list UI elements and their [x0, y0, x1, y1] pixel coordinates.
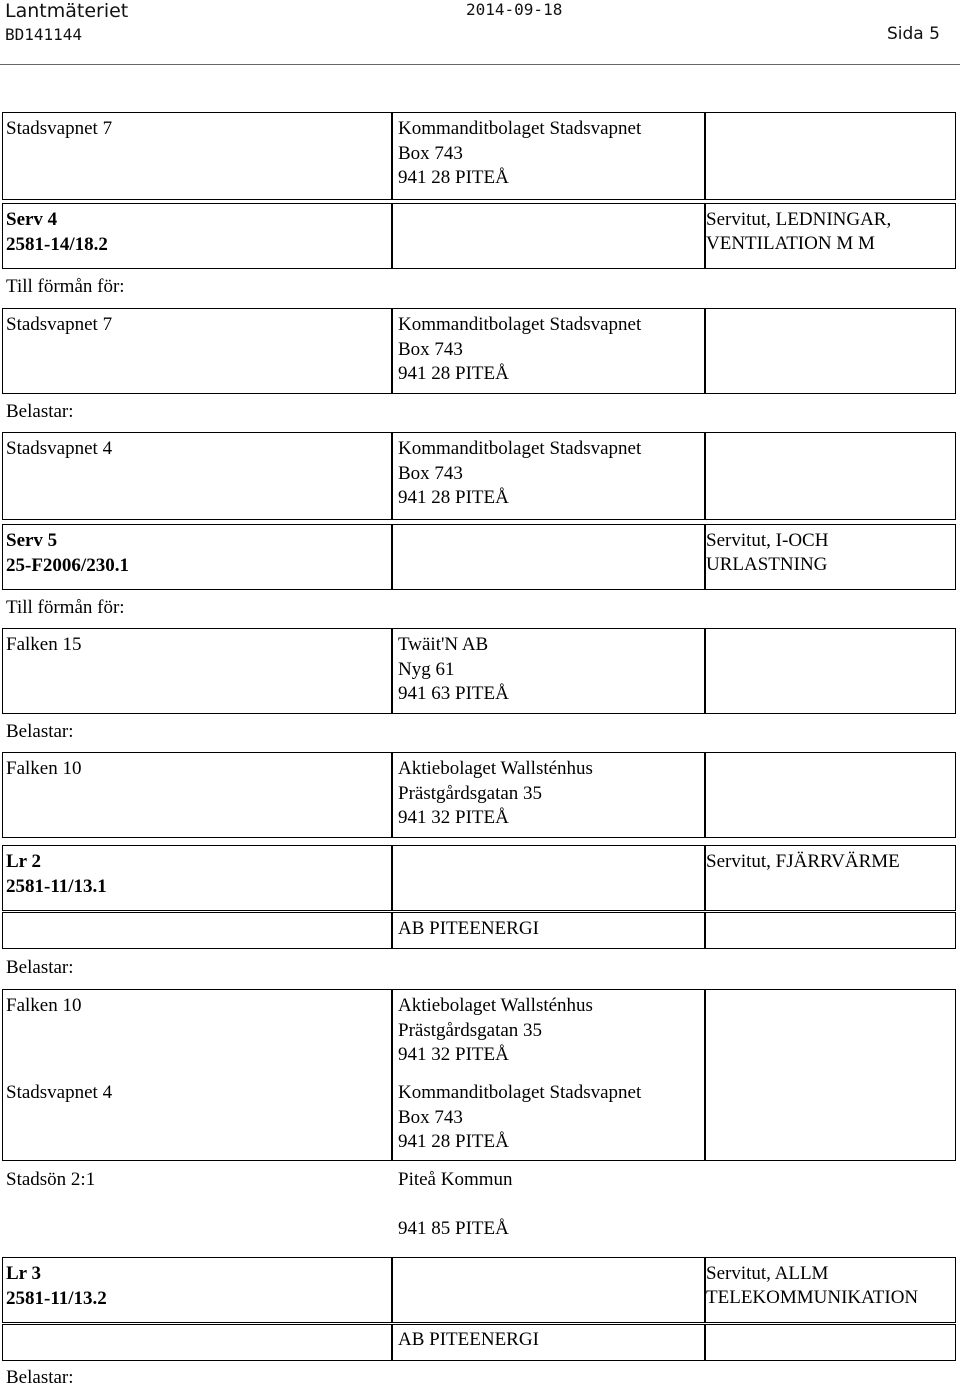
owner-box: Box 743: [398, 339, 463, 360]
description-cell: [705, 308, 956, 394]
owner-name: AB PITEENERGI: [398, 1329, 539, 1350]
property-name: Stadsvapnet 4: [6, 1082, 113, 1103]
owner-box: Box 743: [398, 1107, 463, 1128]
right-description: URLASTNING: [706, 554, 828, 575]
description-cell: [705, 752, 956, 838]
property-name: Stadsvapnet 7: [6, 118, 113, 139]
description-cell: [705, 912, 956, 949]
owner-cell-empty: [392, 524, 705, 590]
right-description: Servitut, FJÄRRVÄRME: [706, 851, 900, 872]
property-name: Falken 10: [6, 758, 82, 779]
owner-cell-empty: [392, 1257, 705, 1323]
description-cell: [705, 1324, 956, 1361]
owner-name: Kommanditbolaget Stadsvapnet: [398, 314, 642, 335]
right-description: TELEKOMMUNIKATION: [706, 1287, 919, 1308]
right-reference: 25-F2006/230.1: [6, 555, 129, 576]
right-description: VENTILATION M M: [706, 233, 875, 254]
owner-postal: 941 63 PITEÅ: [398, 683, 509, 704]
owner-postal: 941 28 PITEÅ: [398, 363, 509, 384]
owner-name: Kommanditbolaget Stadsvapnet: [398, 118, 642, 139]
property-name: Falken 10: [6, 995, 82, 1016]
property-cell: [2, 912, 392, 949]
belastar-label: Belastar:: [6, 1367, 74, 1388]
owner-name: AB PITEENERGI: [398, 918, 539, 939]
page-number: Sida 5: [887, 24, 940, 44]
description-cell: [705, 112, 956, 200]
right-description: Servitut, I-OCH: [706, 530, 829, 551]
property-name: Stadsvapnet 7: [6, 314, 113, 335]
till-forman-label: Till förmån för:: [6, 276, 125, 297]
till-forman-label: Till förmån för:: [6, 597, 125, 618]
owner-box: Box 743: [398, 143, 463, 164]
property-name: Stadsvapnet 4: [6, 438, 113, 459]
owner-street: Prästgårdsgatan 35: [398, 783, 543, 804]
description-cell: [705, 432, 956, 520]
owner-postal: 941 28 PITEÅ: [398, 1131, 509, 1152]
right-title: Lr 2: [6, 851, 42, 872]
header-rule: [0, 64, 960, 65]
print-date: 2014-09-18: [466, 0, 563, 19]
org-name: Lantmäteriet: [5, 0, 129, 22]
owner-box: Box 743: [398, 463, 463, 484]
owner-name: Piteå Kommun: [398, 1169, 513, 1190]
owner-name: Twäit'N AB: [398, 634, 489, 655]
owner-postal: 941 32 PITEÅ: [398, 807, 509, 828]
description-cell: [705, 628, 956, 714]
property-name: Falken 15: [6, 634, 82, 655]
owner-postal: 941 28 PITEÅ: [398, 487, 509, 508]
owner-name: Aktiebolaget Wallsténhus: [398, 995, 593, 1016]
owner-street: Nyg 61: [398, 659, 455, 680]
belastar-label: Belastar:: [6, 401, 74, 422]
right-reference: 2581-14/18.2: [6, 234, 108, 255]
owner-cell-empty: [392, 845, 705, 911]
owner-name: Kommanditbolaget Stadsvapnet: [398, 438, 642, 459]
right-reference: 2581-11/13.2: [6, 1288, 107, 1309]
owner-postal: 941 85 PITEÅ: [398, 1218, 509, 1239]
owner-name: Aktiebolaget Wallsténhus: [398, 758, 593, 779]
belastar-label: Belastar:: [6, 721, 74, 742]
right-description: Servitut, ALLM: [706, 1263, 829, 1284]
owner-postal: 941 28 PITEÅ: [398, 167, 509, 188]
right-title: Lr 3: [6, 1263, 42, 1284]
document-id: BD141144: [5, 25, 83, 44]
right-title: Serv 5: [6, 530, 58, 551]
belastar-label: Belastar:: [6, 957, 74, 978]
description-cell: [705, 989, 956, 1161]
right-reference: 2581-11/13.1: [6, 876, 107, 897]
property-cell: [2, 1324, 392, 1361]
right-description: Servitut, LEDNINGAR,: [706, 209, 892, 230]
owner-name: Kommanditbolaget Stadsvapnet: [398, 1082, 642, 1103]
owner-street: Prästgårdsgatan 35: [398, 1020, 543, 1041]
property-name: Stadsön 2:1: [6, 1169, 96, 1190]
owner-cell-empty: [392, 203, 705, 269]
right-title: Serv 4: [6, 209, 58, 230]
owner-postal: 941 32 PITEÅ: [398, 1044, 509, 1065]
